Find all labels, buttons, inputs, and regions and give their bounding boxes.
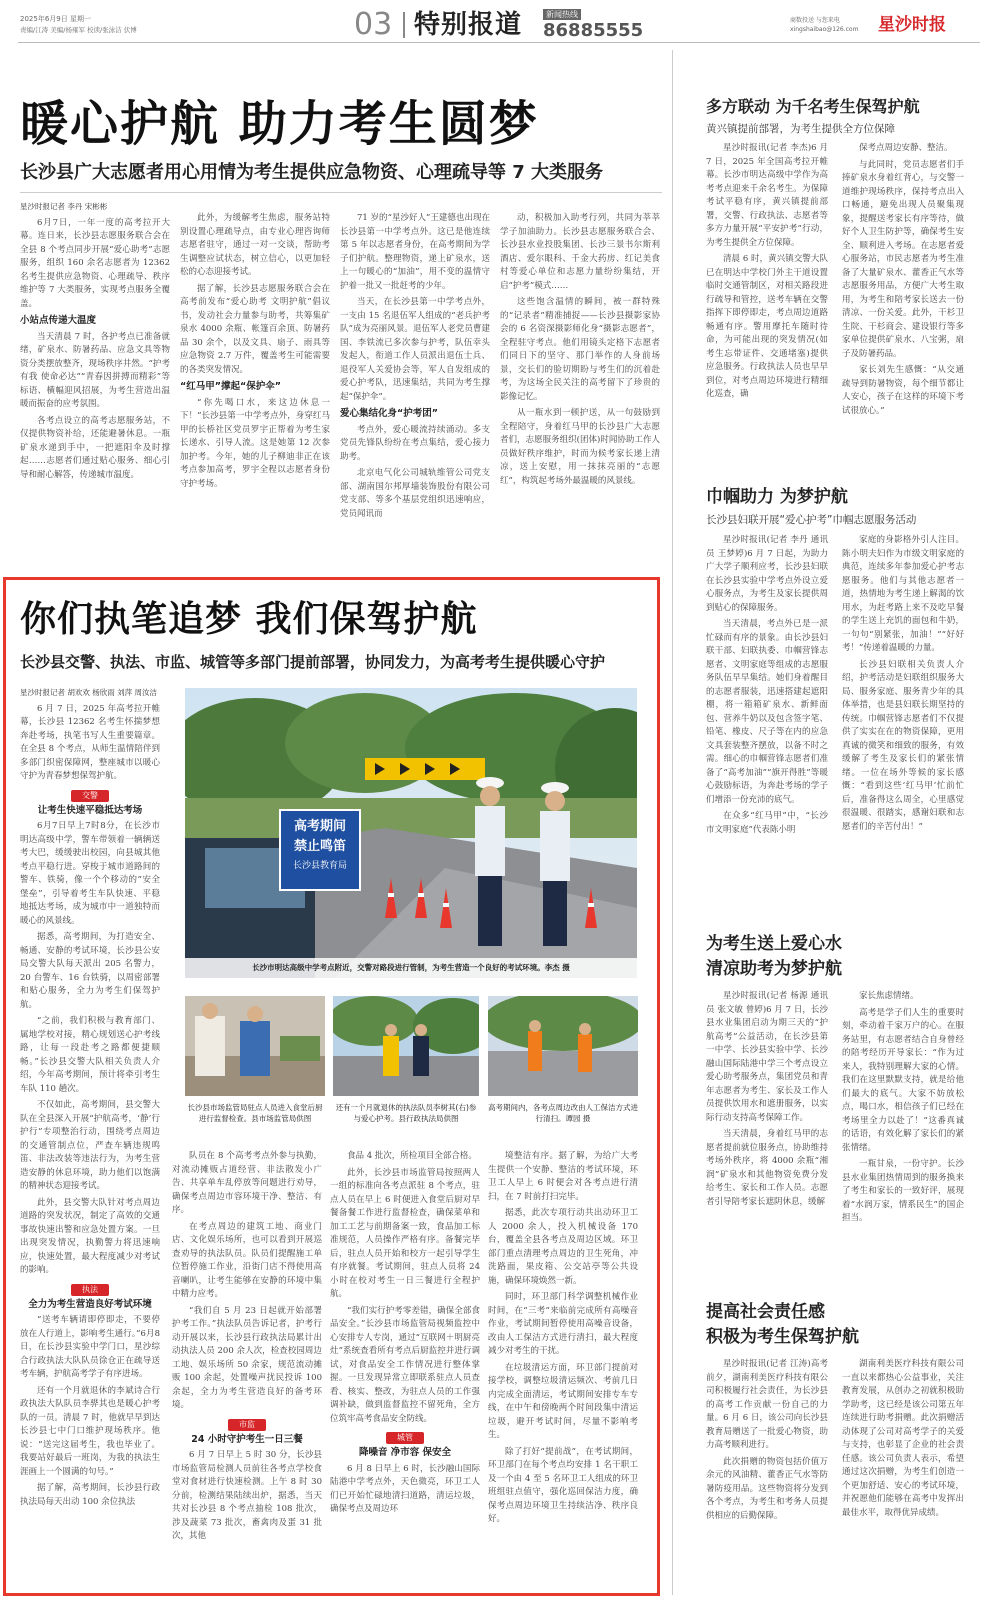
article2-col2 [172, 1150, 322, 1589]
paragraph: 除了打好“提前战”，在考试期间，环卫部门在每个考点均安排 1 名干职工及一个由 4 至 5 名环卫工人组成的环卫班组驻点值守，强化巡回保洁力度，确保考点周边环境卫生持续洁净、秩序良好。 [488, 1446, 638, 1524]
paragraph: 此次捐赠的物资包括价值万余元的风油精、藿香正气水等防暑防疫用品。这些物资将分发到各个考点，为考生和考务人员提供相应的后勤保障。 [706, 1456, 828, 1521]
paragraph: 食品 4 批次，所检项目全部合格。 [347, 1151, 477, 1161]
right1-subtitle: 黄兴镇提前部署，为考生提供全方位保障 [706, 123, 895, 135]
right2-col-a [706, 534, 828, 886]
right4-col-a [706, 1358, 828, 1590]
paragraph: 与此同时，党员志愿者们手捧矿泉水身着红背心，与交警一道维护现场秩序，保持考点出入口畅通，避免出现人员聚集现象，提醒送考家长有序等待，做好个人卫生防护等，确保考生安全、顺利进入考场。在志愿者爱心服务站，市民志愿者为考生准备了大量矿泉水、藿香正气水等志愿服务用品，方便广大考生取用，为考生和陪考家长送去一份清凉、一份关爱。此外，干杉卫生院、干杉商会、建设银行等多家单位提供矿泉水、八宝粥，扇子及防暑药品。 [842, 159, 964, 359]
section-tag: 市监 [228, 1419, 266, 1431]
photo-caption-2: 还有一个月就退休的执法队员李树其(右)参与爱心护考。县行政执法局供图 [335, 1103, 477, 1123]
paragraph: 6月7日，一年一度的高考拉开大幕。连日来，长沙县志愿服务联合会在全县 8 个考点同步开展“爱心助考”志愿服务，组织 160 余名志愿者为 12362 名考生提供应急物资、心理疏导、秩序维护等 7 大类服务，实现考点服务全覆盖。 [20, 217, 170, 309]
paragraph: 北京电气化公司城轨维管公司党支部、湖南国尔邦厚墙装饰股份有限公司党支部、等多个基层党组织迅速响应，党员闻讯而 [340, 468, 490, 519]
hotline-number: 86885555 [543, 20, 644, 41]
paragraph: 家长刘先生感慨：“从交通疏导到防暑物资，每个细节都让人安心，孩子在这样的环境下考试很放心。” [842, 365, 964, 416]
main-photo [185, 688, 637, 978]
paragraph: 从一瓶水到一顿护送，从一句鼓励到全程陪守，身着红马甲的长沙县广大志愿者们，志愿服务组织(团体)时闻协助工作人员做好秩序维护，时而为候考家长递上清凉，送上安慰，用一抹抹亮丽的“志愿红”，构筑起考场外最温暖的风景线。 [500, 408, 660, 486]
paragraph: 清晨 6 时，黄兴镇交警大队已在明达中学校门外主干道设置临时交通管制区，对相关路段进行疏导和管控，送考车辆在交警指挥下即停即走，考点周边道路畅通有序。警用摩托车随时待命，为可能出现的突发情况(如考生忘带证件、交通堵塞)提供应急服务。行政执法人员也早早到位，对考点周边环境进行精细化巡查，确 [706, 254, 828, 399]
sign-line: 高考期间 [293, 819, 347, 834]
masthead-divider [403, 12, 405, 38]
paragraph: 当天清晨，身着红马甲的志愿者提前就位服务点，协助维持考场外秩序，将 4000 余瓶“湘润”矿泉水和其他物资免费分发给考生、家长和工作人员。志愿者引导陪考家长遮阴休息，缓解 [706, 1129, 828, 1207]
sign-line: 禁止鸣笛 [293, 839, 347, 854]
photo-sanitation [488, 996, 638, 1096]
paragraph: 据悉，此次专项行动共出动环卫工人 2000 余人，投入机械设备 170 台，覆盖全县各考点及周边区域。环卫部门重点清理考点周边的卫生死角，冲洗路面，果皮箱、公交站亭等公共设施，确保环境焕然一新。 [488, 1208, 638, 1286]
paragraph: 在众多“红马甲”中，“长沙市文明家庭”代表陈小明 [706, 811, 828, 835]
right3-title-line2: 清凉助考为梦护航 [706, 959, 842, 979]
paragraph: 此外，长沙县市场监管局按照两人一组的标准向各考点派驻 8 个考点，驻点人员在早上 6 时便进入食堂后厨对早餐备餐工作进行监督检查，确保菜单和加工工艺与前期备案一致，食品加工标准规范，人员操作严格有序。备餐完毕后，驻点人员开始和校方一起引导学生有序就餐。考试期间，驻点人员将 24 小时在校对考生一日三餐进行全程护航。 [330, 1167, 480, 1299]
article2-subtitle: 全力为考生营造良好考试环境 [28, 1298, 152, 1310]
paragraph: 星沙时报讯(记者 杨源 通讯员 张文敏 曾婷)6 月 7 日，长沙县水业集团启动为期三天的“护航高考”公益活动，在长沙县第一中学、长沙县实验中学、长沙融山国际陆港中学三个考点设立爱心助考服务点，集团党员和青年志愿者为考生、家长及工作人员提供饮用水和遮册服务，以实际行动支持高考保障工作。 [706, 991, 828, 1123]
right3-title-line1: 为考生送上爱心水 [706, 934, 842, 954]
paragraph: 长沙县妇联相关负责人介绍，护考活动是妇联组织服务大局、服务家庭、服务青少年的具体举措，也是县妇联长期坚持的传统。巾帼营锋志愿者们不仅提供了实实在在的物资保障，更用真诚的微笑和细致的服务，有效缓解了考生及家长们的紧张情绪。一位在场外等候的家长感慨：“看到这些‘红马甲’忙前忙后，准备得这么周全，心里感觉很温暖、很踏实，感谢妇联和志愿者们的辛苦付出！” [842, 659, 964, 832]
paragraph: 同时，环卫部门科学调整机械作业时间，在“三考”来临前完成所有高噪音作业，考试期间暂停使用高噪音设备，改由人工保洁方式进行清扫，最大程度减少对考生的干扰。 [488, 1292, 638, 1356]
paragraph: 考点外，爱心暖流持续涌动。多支党员先锋队纷纷在考点集结，爱心接力助考。 [340, 424, 490, 462]
right1-col-b [842, 142, 964, 447]
photo-inspection [185, 996, 325, 1096]
article1-subtitle-3: 爱心集结化身“护考团” [340, 408, 438, 419]
masthead-rule [18, 42, 980, 43]
paragraph: “我们实行护考零差错，确保全部食品安全。”长沙县市场监管局视频监控中心安排专人专岗，通过“互联网＋明厨亮灶”系统查看所有考点后厨监控并进行调试，对食品安全工作情况进行整体掌握。一旦发现异常立即联系驻点人员查看、核实、整改，为驻点人员的工作强调补缺，做到监督监控不留死角，全方位筑牢高考食品安全防线。 [330, 1305, 480, 1424]
paragraph: 此外，县交警大队针对考点周边道路的突发状况，制定了高效的交通事故快速出警和应急处置方案。一旦出现突发情况，执勤警力将迅速响应，快速处置，最大程度减少对考试的影响。 [20, 1197, 160, 1275]
paragraph: 湖南利美医疗科技有限公司一直以来都热心公益事业，关注教育发展，从创办之初就积极助学助考，这已经是该公司第五年连续进行助考捐赠。此次捐赠活动体现了公司对高考学子的关爱与支持，也彰显了企业的社会责任感。该公司负责人表示，希望通过这次捐赠，为考生们创造一个更加舒适、安心的考试环境，并祝愿他们能够在高考中发挥出最佳水平，取得优异成绩。 [842, 1359, 964, 1518]
photo-caption-3: 高考期间内，各考点周边改由人工保洁方式进行清扫。谭园 摄 [488, 1103, 638, 1123]
kitchen-photo [185, 996, 325, 1096]
right4-title-line1: 提高社会责任感 [706, 1302, 825, 1322]
article2-byline: 星沙时报记者 胡欢欢 杨欣雨 刘萍 周汝洁 [20, 688, 158, 697]
right3-col-b [842, 990, 964, 1265]
section-tag: 交警 [71, 790, 109, 802]
article1-subhead: 长沙县广大志愿者用心用情为考生提供应急物资、心理疏导等 7 大类服务 [20, 162, 604, 183]
right3-col-a [706, 990, 828, 1265]
paragraph: 此外，为缓解考生焦虑，服务站特别设置心理疏导点，由专业心理咨询师志愿者驻守，通过一对一交谈，帮助考生调整应试状态，树立信心，以更加轻松的心态迎接考试。 [180, 213, 330, 277]
paragraph: “送考车辆请即停即走，不要停放在人行道上，影响考生通行。”6月8日，在长沙县实验中学门口，星沙综合行政执法大队队员徐仓正在疏导送考车辆，护航高考学子有序进场。 [20, 1315, 160, 1379]
right1-title: 多方联动 为千名考生保驾护航 [706, 97, 920, 116]
paragraph: 家庭的身影格外引人注目。陈小明夫妇作为市级文明家庭的典范，连续多年参加爱心护考志愿服务。他们与其他志愿者一道，热情地为考生递上解渴的饮用水，为赶考路上来不及吃早餐的学生送上充饥的面包和牛奶，一句句“别紧张，加油！”“好好考！”传递着温暖的力量。 [842, 535, 964, 653]
traffic-control-photo [185, 688, 637, 978]
paragraph: 6 月 7 日早上 5 时 30 分，长沙县市场监管局检测人员前往各考点学校食堂对食材进行快速检测。上午 8 时 30 分前，检测结果陆续出炉，据悉，当天共对长沙县 8 个考点抽检 108 批次，涉及蔬菜 73 批次，畜禽肉及蛋 31 批次，其他 [172, 1450, 322, 1541]
paragraph: 据了解，高考期间，长沙县行政执法局每天出动 100 余位执法 [20, 1483, 160, 1507]
paragraph: 动，积极加入助考行列，共同为莘莘学子加油助力。长沙县志愿服务联合会、长沙县水业投股集团、长沙三景书尔斯利酒店、爱尔眼科、千金大药房、红记美食村等爱心单位和志愿力量纷纷集结，开启“护考”模式…… [500, 213, 660, 291]
street-photo [333, 996, 479, 1096]
paragraph: 星沙时报讯(记者 李丹 通讯员 王梦婷)6 月 7 日起，为助力广大学子顺利应考，长沙县妇联在长沙县实验中学考点外设立爱心服务点，为考生及家长提供周到贴心的保障服务。 [706, 535, 828, 613]
article2-col1 [20, 686, 160, 1589]
article2-col4 [488, 1150, 638, 1589]
article1-byline: 星沙时报记者 李丹 宋彬彬 [20, 202, 108, 211]
paragraph: 保考点周边安静、整洁。 [859, 143, 953, 153]
paragraph: 还有一个月就退休的李斌诗合行政执法大队队员李骅其也是暖心护考队的一员。清晨 7 时，他就早早到达长沙县七中门口维护现场秩序。他说：“送完这届考生，我也毕业了。我要站好最后一班岗，为我的执法生涯画上一个圆满的句号。” [20, 1385, 160, 1477]
section-tag: 城管 [386, 1432, 424, 1444]
paragraph: 境整洁有序。据了解，为给广大考生提供一个安静、整洁的考试环境，环卫工人早上 6 时便会对各考点进行清扫，在 7 时前打扫完毕。 [488, 1151, 638, 1202]
hotline-label: 新闻热线 [543, 9, 581, 20]
paragraph: 当天，在长沙县第一中学考点外，一支由 15 名退伍军人组成的“老兵护考队”成为亮丽风景。退伍军人老党员曹建国、李铁流已多次参与护考，队伍幸头发起人，衔道工作人员派出退伍士兵、退役军人关爱协会等，军人自发组成的爱心护考队，迅速集结，共同为考生撑起“保护伞”。 [340, 297, 490, 402]
paragraph: 当天清晨，考点外已是一派忙碌而有序的景象。由长沙县妇联干部、妇联执委、巾帼营锋志愿者、文明家庭等组成的志愿服务队伍早早集结。她们身着醒目的志愿者服装，迅速搭建起遮阳棚，将一箱箱矿泉水、新鲜面包、营养牛奶以及包含签字笔、铅笔、橡皮、尺子等在内的应急文具套装整齐摆放，以备不时之需。细心的巾帼营锋志愿者们准备了“高考加油”“旗开得胜”等暖心鼓励标语，为奔赴考场的学子们增添一份充沛的底气。 [706, 619, 828, 805]
main-photo-caption: 长沙市明达高级中学考点附近，交警对路段进行管制，为考生营造一个良好的考试环境。李杰 摄 [252, 963, 570, 972]
editor-credits: 责编/江涛 美编/杨雍军 校读/张泳洁 伏博 [20, 26, 137, 34]
article1-rule [20, 192, 662, 193]
article1-col4 [500, 212, 660, 565]
issue-date: 2025年6月9日 星期一 [20, 15, 91, 23]
paragraph: 一瓶甘泉，一份守护。长沙县水业集团热情周到的服务换来了考生和家长的一致好评，展现着“水润万家，情系民生”的国企担当。 [842, 1159, 964, 1223]
right1-col-a [706, 142, 828, 447]
paragraph: 家长焦虑情绪。 [859, 991, 919, 1001]
article1-subtitle-2: “红马甲”撑起“保护伞” [180, 381, 281, 392]
article2-subhead: 长沙县交警、执法、市监、城管等多部门提前部署，协同发力，为高考考生提供暖心守护 [20, 653, 606, 671]
article1-col2 [180, 212, 330, 565]
article2-headline: 你们执笔追梦 我们保驾护航 [20, 599, 478, 640]
paragraph: “你先喝口水，来这边休息一下！”长沙县第一中学考点外，身穿红马甲的长桥社区党员罗宇正帮着为考生家长递水、引导人流。这是她第 12 次参加护考。今年，她的儿子柳迪非正在该考点参加高考，罗宇全程以志愿者身份守护考场。 [180, 397, 330, 489]
paper-logo: 星沙时报 [878, 15, 946, 35]
paragraph: 6 月 7 日，2025 年高考拉开帷幕，长沙县 12362 名考生怀揣梦想奔赴考场，执笔书写人生重要篇章。在全县 8 个考点，从师生温情陪伴到多部门织密保障网，整座城市以暖心守护为青春梦想保驾护航。 [20, 703, 160, 781]
right2-col-b [842, 534, 964, 886]
article1-subtitle-1: 小站点传递大温度 [20, 315, 97, 326]
paragraph: 6 月 8 日早上 6 时，长沙融山国际陆港中学考点外，天色微亮，环卫工人们已开始忙碌地清扫道路，清运垃圾，确保考点及周边环 [330, 1463, 480, 1514]
paragraph: 星沙时报讯(记者 江涛)高考前夕，湖南利美医疗科技有限公司积极履行社会责任，为长沙县的高考工作贡献一份自己的力量。6 月 6 日，该公司向长沙县教育局赠送了一批爱心物资，助力高考顺利进行。 [706, 1359, 828, 1450]
article2-subtitle: 让考生快速平稳抵达考场 [37, 804, 143, 816]
paragraph: 星沙时报讯(记者 李杰)6 月 7 日，2025 年全国高考拉开帷幕。长沙市明达高级中学作为高考考点迎来千余名考生。为保障考试平稳有序，黄兴镇提前部署，交警、行政执法、志愿者等多方力量开展“平安护考”行动，为考生提供全方位保障。 [706, 143, 828, 248]
right4-col-b [842, 1358, 964, 1590]
contact-info: 商数投送 与您来电 xingshaibao@126.com [790, 17, 859, 33]
paragraph: 在考点周边的建筑工地、商业门店、文化娱乐场所，也可以看到开展巡查劝导的执法队员。队员们提醒施工单位暂停施工作业，沿街门店不得使用高音喇叭，让考生能够在安静的环境中集中精力应考。 [172, 1221, 322, 1299]
paragraph: 据了解，长沙县志愿服务联合会在高考前发布“爱心助考 文明护航”倡议书，发动社会力量参与助考，共筹集矿泉水 4000 余瓶、帐篷百余顶、防暑药品 30 余个，以及文具、扇子、雨具等应急物资 2.7 万件，覆盖考生可能需要的各类突发情况。 [180, 283, 330, 375]
cleaning-photo [488, 996, 638, 1096]
paragraph: “我们自 5 月 23 日起就开始部署护考工作。”执法队员告诉记者，护考行动开展以来，长沙县行政执法局累计出动执法人员 200 余人次，检查校园周边工地、娱乐场所 50 余家，规范流动摊贩 100 余起，处置噪声扰民投诉 100 余起，全力为考生营造良好的备考环境。 [172, 1305, 322, 1410]
right2-subtitle: 长沙县妇联开展“爱心护考”巾帼志愿服务活动 [706, 514, 917, 526]
sign-line: 长沙县教育局 [292, 861, 348, 871]
paragraph: 高考是学子们人生的重要时刻，牵动着千家万户的心。在服务站里，有志愿者结合自身曾经的陪考经历开导家长：“作为过来人，我特别理解大家的心情。我们在这里默默支持，就是给他们最大的底气。大家不妨放松点，喝口水，相信孩子们已经在考场里全力以赴了！”这番真诚的话语，有效化解了家长们的紧张情绪。 [842, 1007, 964, 1153]
paragraph: 不仅如此，高考期间，县交警大队在全县深入开展“护航高考，‘静’行护行”专项整治行动，围绕考点周边的交通管制点位，严查车辆违规鸣笛、非法改装等违法行为，为考生营造安静的休息环境，助力他们以饱满的精神状态迎接考试。 [20, 1100, 160, 1191]
paragraph: 当天清晨 7 时，各护考点已准备就绪，矿泉水、防暑药品、应急文具等物资分类摆放整齐，现场秩序井然。“护考有我 使命必达”“青春因拼搏而精彩”等标语、横幅迎风招展，为考生营造出温暖而振奋的应考氛围。 [20, 331, 170, 409]
paragraph: 6月7日早上7时8分，在长沙市明达高级中学，警车带领着一辆辆送考大巴，缓缓驶出校园，向县城其他考点平稳行进。穿梭于城市道路间的警车、铁骑，像一个个移动的“安全堡垒”，引导着考生车队快速、平稳地抵达考场，成为城市中一道独特而暖心的风景线。 [20, 821, 160, 926]
paragraph: 各考点设立的高考志愿服务站，不仅提供物资补给，还能避暑休息。一瓶矿泉水递到手中，一把遮阳伞及时撑起……志愿者们通过贴心服务、细心引导和耐心解答，传递城市温度。 [20, 415, 170, 480]
paragraph: 这些饱含温情的瞬间，被一群特殊的“记录者”精准捕捉——长沙县摄影家协会的 6 名资深摄影师化身“摄影志愿者”，全程驻守考点。他们用镜头定格下志愿者们同日下的坚守、那门举作的人身前场景，交长们的脸切期盼与考生们的沉着赴考，为这场全民关注的高考留下了珍贵的影像记忆。 [500, 297, 660, 402]
section-tag: 执法 [71, 1284, 109, 1296]
article1-headline: 暖心护航 助力考生圆梦 [20, 96, 539, 152]
article2-subtitle: 24 小时守护考生一日三餐 [191, 1433, 303, 1445]
article1-col1 [20, 200, 170, 565]
article2-col3 [330, 1150, 480, 1589]
paragraph: 队员在 8 个高考考点外参与执勤，对流动摊贩占道经营、非法散发小广告、共享单车乱停放等问题进行劝导，确保考点周边市容环境干净、整洁、有序。 [172, 1151, 322, 1215]
paragraph: 71 岁的“星沙好人”王建德也出现在长沙县第一中学考点外。这已是他连续第 5 年以志愿者身份，在高考期间为学子们护航。整理物资，递上矿泉水，送上一句暖心的“加油”，用不变的温情守护着一批又一批赶考的少年。 [340, 213, 490, 291]
page-number: 03 [354, 7, 393, 42]
paragraph: 据悉，高考期间，为打造安全、畅通、安静的考试环境，长沙县公安局交警大队每天派出 205 名警力，20 台警车、16 台铁骑，以周密部署和贴心服务，全力为考生们保驾护航。 [20, 932, 160, 1010]
article1-col3 [340, 212, 490, 565]
article2-subtitle: 降噪音 净市容 保安全 [358, 1447, 452, 1458]
right4-title-line2: 积极为考生保驾护航 [706, 1327, 859, 1347]
photo-enforcement [333, 996, 479, 1096]
photo-caption-1: 长沙县市场监管局驻点人员进入食堂后厨进行监督检查。县市场监管局供图 [187, 1103, 323, 1123]
column-divider [672, 50, 673, 1595]
section-title: 特别报道 [414, 10, 523, 40]
right2-title: 巾帼助力 为梦护航 [706, 487, 848, 507]
paragraph: “之前，我们积极与教育部门、属地学校对接，精心规划送心护考线路，让每一段赴考之路都便捷顺畅。”长沙县交警大队相关负责人介绍，今年高考期间，预计将牵引考生车队 110 趟次。 [20, 1016, 160, 1094]
paragraph: 在垃圾清运方面，环卫部门提前对接学校，调整垃圾清运频次、考前几日内完成全面清运，考试期间安排专车专线，在中午和傍晚两个时间段集中清运垃圾，避开考试时间，尽量不影响考生。 [488, 1362, 638, 1440]
